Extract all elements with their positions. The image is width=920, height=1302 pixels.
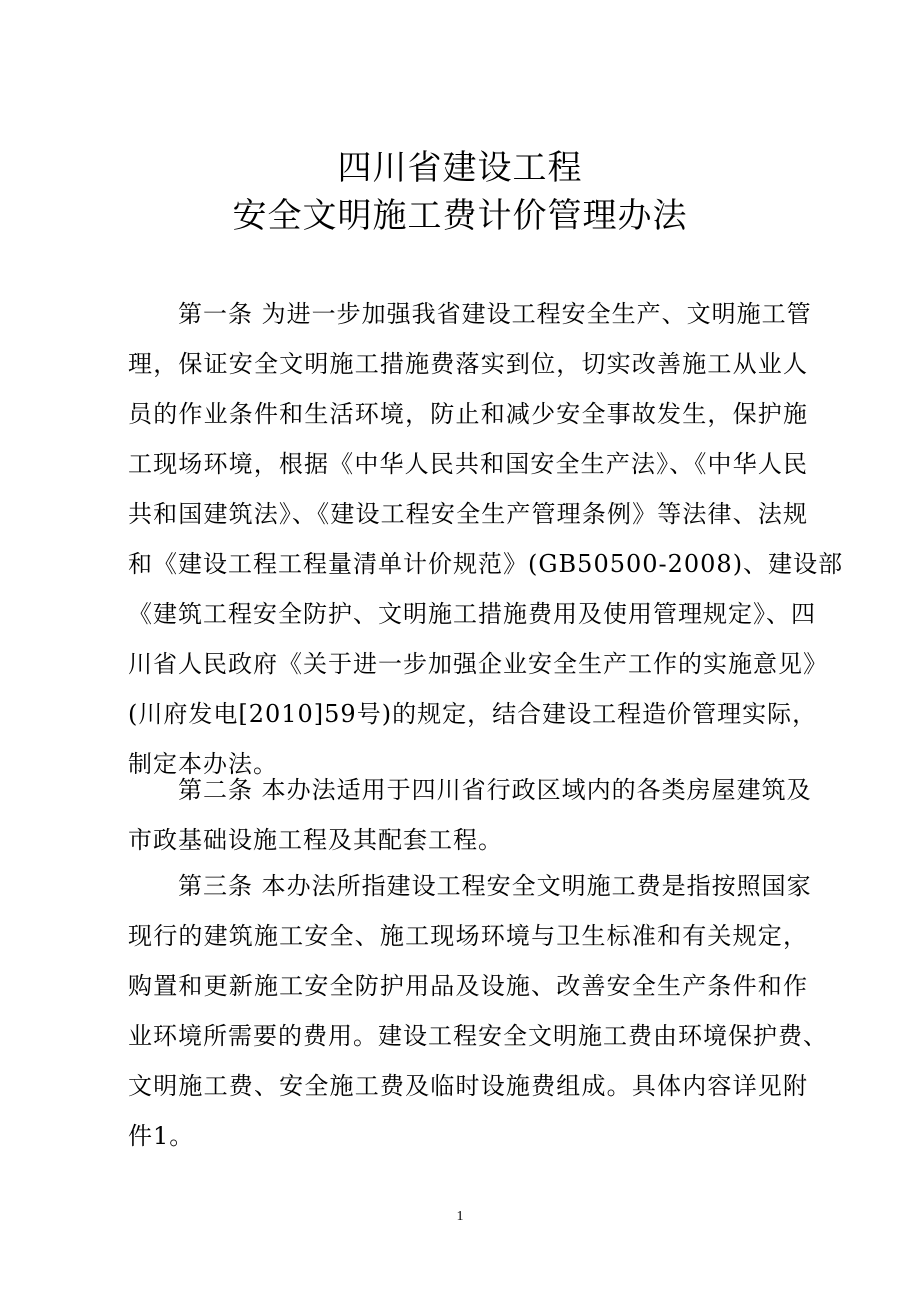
article-1-line: 和《建设工程工程量清单计价规范》(GB50500-2008)、建设部 xyxy=(128,550,844,578)
article-1-line: 制定本办法。 xyxy=(128,750,278,778)
article-3-line: 业环境所需要的费用。建设工程安全文明施工费由环境保护费、 xyxy=(128,1022,828,1050)
article-2-line: 市政基础设施工程及其配套工程。 xyxy=(128,826,503,854)
article-1-line: 工现场环境，根据《中华人民共和国安全生产法》、《中华人民 xyxy=(128,450,808,478)
article-1-line: (川府发电[2010]59号)的规定，结合建设工程造价管理实际， xyxy=(128,700,818,728)
article-3-line: 购置和更新施工安全防护用品及设施、改善安全生产条件和作 xyxy=(128,972,808,1000)
article-1-line: 川省人民政府《关于进一步加强企业安全生产工作的实施意见》 xyxy=(128,650,828,678)
article-3-line: 第三条 本办法所指建设工程安全文明施工费是指按照国家 xyxy=(178,872,812,900)
article-1-line: 员的作业条件和生活环境，防止和减少安全事故发生，保护施 xyxy=(128,400,808,428)
article-2-line: 第二条 本办法适用于四川省行政区域内的各类房屋建筑及 xyxy=(178,776,812,804)
page-number: 1 xyxy=(456,1209,464,1224)
article-1-line: 《建筑工程安全防护、文明施工措施费用及使用管理规定》、四 xyxy=(128,600,816,628)
document-title-line-2: 安全文明施工费计价管理办法 xyxy=(232,196,688,236)
article-3-line: 文明施工费、安全施工费及临时设施费组成。具体内容详见附 xyxy=(128,1072,808,1100)
article-3-line: 现行的建筑施工安全、施工现场环境与卫生标准和有关规定， xyxy=(128,922,808,950)
document-title-line-1: 四川省建设工程 xyxy=(337,148,583,188)
article-1-line: 理，保证安全文明施工措施费落实到位，切实改善施工从业人 xyxy=(128,350,808,378)
article-3-line: 件1。 xyxy=(128,1122,195,1150)
article-1-line: 共和国建筑法》、《建设工程安全生产管理条例》等法律、法规 xyxy=(128,500,808,528)
article-1-line: 第一条 为进一步加强我省建设工程安全生产、文明施工管 xyxy=(178,300,812,328)
